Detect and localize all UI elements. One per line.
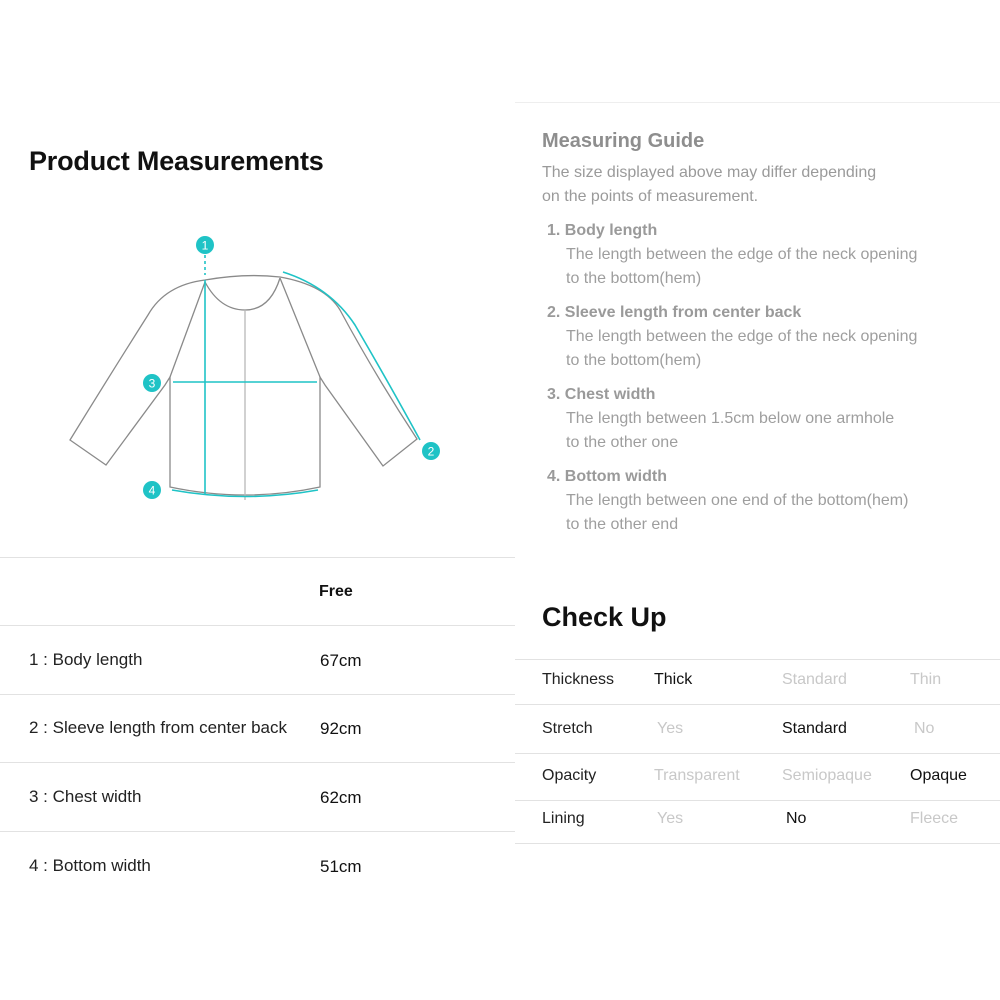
garment-outline bbox=[70, 276, 417, 500]
marker-3 bbox=[143, 374, 161, 392]
guide-intro-line: The size displayed above may differ depending bbox=[542, 164, 877, 181]
guide-top-divider bbox=[515, 102, 1000, 103]
table-row-value: 67cm bbox=[320, 651, 362, 670]
size-column-header: Free bbox=[319, 583, 353, 600]
checkup-option: Thin bbox=[910, 671, 942, 688]
garment-measurement-diagram bbox=[55, 225, 465, 525]
table-divider bbox=[0, 694, 515, 695]
guide-intro-line: on the points of measurement. bbox=[542, 188, 759, 205]
guide-item-title: 4. Bottom width bbox=[547, 468, 667, 485]
measuring-guide-title: Measuring Guide bbox=[542, 130, 705, 152]
guide-desc-line: The length between the edge of the neck opening bbox=[566, 246, 918, 263]
table-row-label: 1 : Body length bbox=[29, 650, 143, 669]
measuring-guide bbox=[542, 130, 982, 547]
checkup-label-opacity: Opacity bbox=[542, 767, 597, 784]
checkup-option: Semiopaque bbox=[782, 767, 872, 784]
check-up-title: Check Up bbox=[542, 602, 667, 632]
checkup-option: No bbox=[914, 720, 935, 737]
guide-desc-line: to the other end bbox=[566, 516, 679, 533]
table-divider bbox=[0, 762, 515, 763]
guide-desc-line: The length between the edge of the neck opening bbox=[566, 328, 918, 345]
marker-1 bbox=[196, 236, 214, 254]
measurement-lines bbox=[172, 255, 420, 497]
guide-item-title: 3. Chest width bbox=[547, 386, 656, 403]
guide-item bbox=[547, 465, 982, 537]
guide-desc-line: The length between 1.5cm below one armhole bbox=[566, 410, 895, 427]
sweater-body-outline bbox=[70, 276, 417, 495]
neckline-outline bbox=[205, 278, 280, 310]
table-row-label: 3 : Chest width bbox=[29, 787, 142, 806]
guide-item bbox=[547, 301, 982, 373]
table-row-label: 2 : Sleeve length from center back bbox=[29, 718, 287, 737]
checkup-option: Standard bbox=[782, 671, 847, 688]
guide-item-title: 2. Sleeve length from center back bbox=[547, 304, 802, 321]
guide-item-title: 1. Body length bbox=[547, 222, 658, 239]
checkup-label-thickness: Thickness bbox=[542, 671, 615, 688]
raglan-seam-left bbox=[170, 282, 205, 377]
product-measurements-title: Product Measurements bbox=[29, 146, 324, 176]
checkup-option: Yes bbox=[657, 720, 684, 737]
sleeve-length-line bbox=[283, 272, 420, 440]
svg-text:4: 4 bbox=[148, 483, 156, 498]
checkup-divider bbox=[515, 704, 1000, 705]
table-divider bbox=[0, 557, 515, 558]
guide-item-desc bbox=[547, 243, 982, 291]
marker-2 bbox=[422, 442, 440, 460]
guide-list bbox=[542, 219, 982, 537]
checkup-label-stretch: Stretch bbox=[542, 720, 593, 737]
checkup-option: No bbox=[786, 810, 807, 827]
guide-desc-line: to the bottom(hem) bbox=[566, 270, 702, 287]
table-row-value: 62cm bbox=[320, 788, 362, 807]
checkup-divider bbox=[515, 753, 1000, 754]
checkup-option: Opaque bbox=[910, 767, 967, 784]
guide-item bbox=[547, 219, 982, 291]
table-row-label: 4 : Bottom width bbox=[29, 856, 151, 875]
guide-desc-line: to the bottom(hem) bbox=[566, 352, 702, 369]
guide-item-desc bbox=[547, 325, 982, 373]
guide-intro bbox=[542, 161, 982, 209]
table-divider bbox=[0, 625, 515, 626]
checkup-label-lining: Lining bbox=[542, 810, 585, 827]
raglan-seam-right bbox=[280, 278, 320, 377]
guide-desc-line: to the other one bbox=[566, 434, 679, 451]
checkup-option: Fleece bbox=[910, 810, 959, 827]
table-divider bbox=[0, 831, 515, 832]
guide-item-desc bbox=[547, 407, 982, 455]
checkup-option: Thick bbox=[654, 671, 693, 688]
svg-text:1: 1 bbox=[201, 238, 209, 253]
checkup-option: Standard bbox=[782, 720, 847, 737]
checkup-divider bbox=[515, 659, 1000, 660]
svg-text:3: 3 bbox=[148, 376, 156, 391]
checkup-option: Yes bbox=[657, 810, 684, 827]
guide-item bbox=[547, 383, 982, 455]
checkup-option: Transparent bbox=[654, 767, 740, 784]
checkup-divider bbox=[515, 800, 1000, 801]
checkup-divider bbox=[515, 843, 1000, 844]
guide-item-desc bbox=[547, 489, 982, 537]
marker-4 bbox=[143, 481, 161, 499]
table-row-value: 51cm bbox=[320, 857, 362, 876]
table-row-value: 92cm bbox=[320, 719, 362, 738]
svg-text:2: 2 bbox=[427, 444, 435, 459]
guide-desc-line: The length between one end of the bottom(hem) bbox=[566, 492, 909, 509]
